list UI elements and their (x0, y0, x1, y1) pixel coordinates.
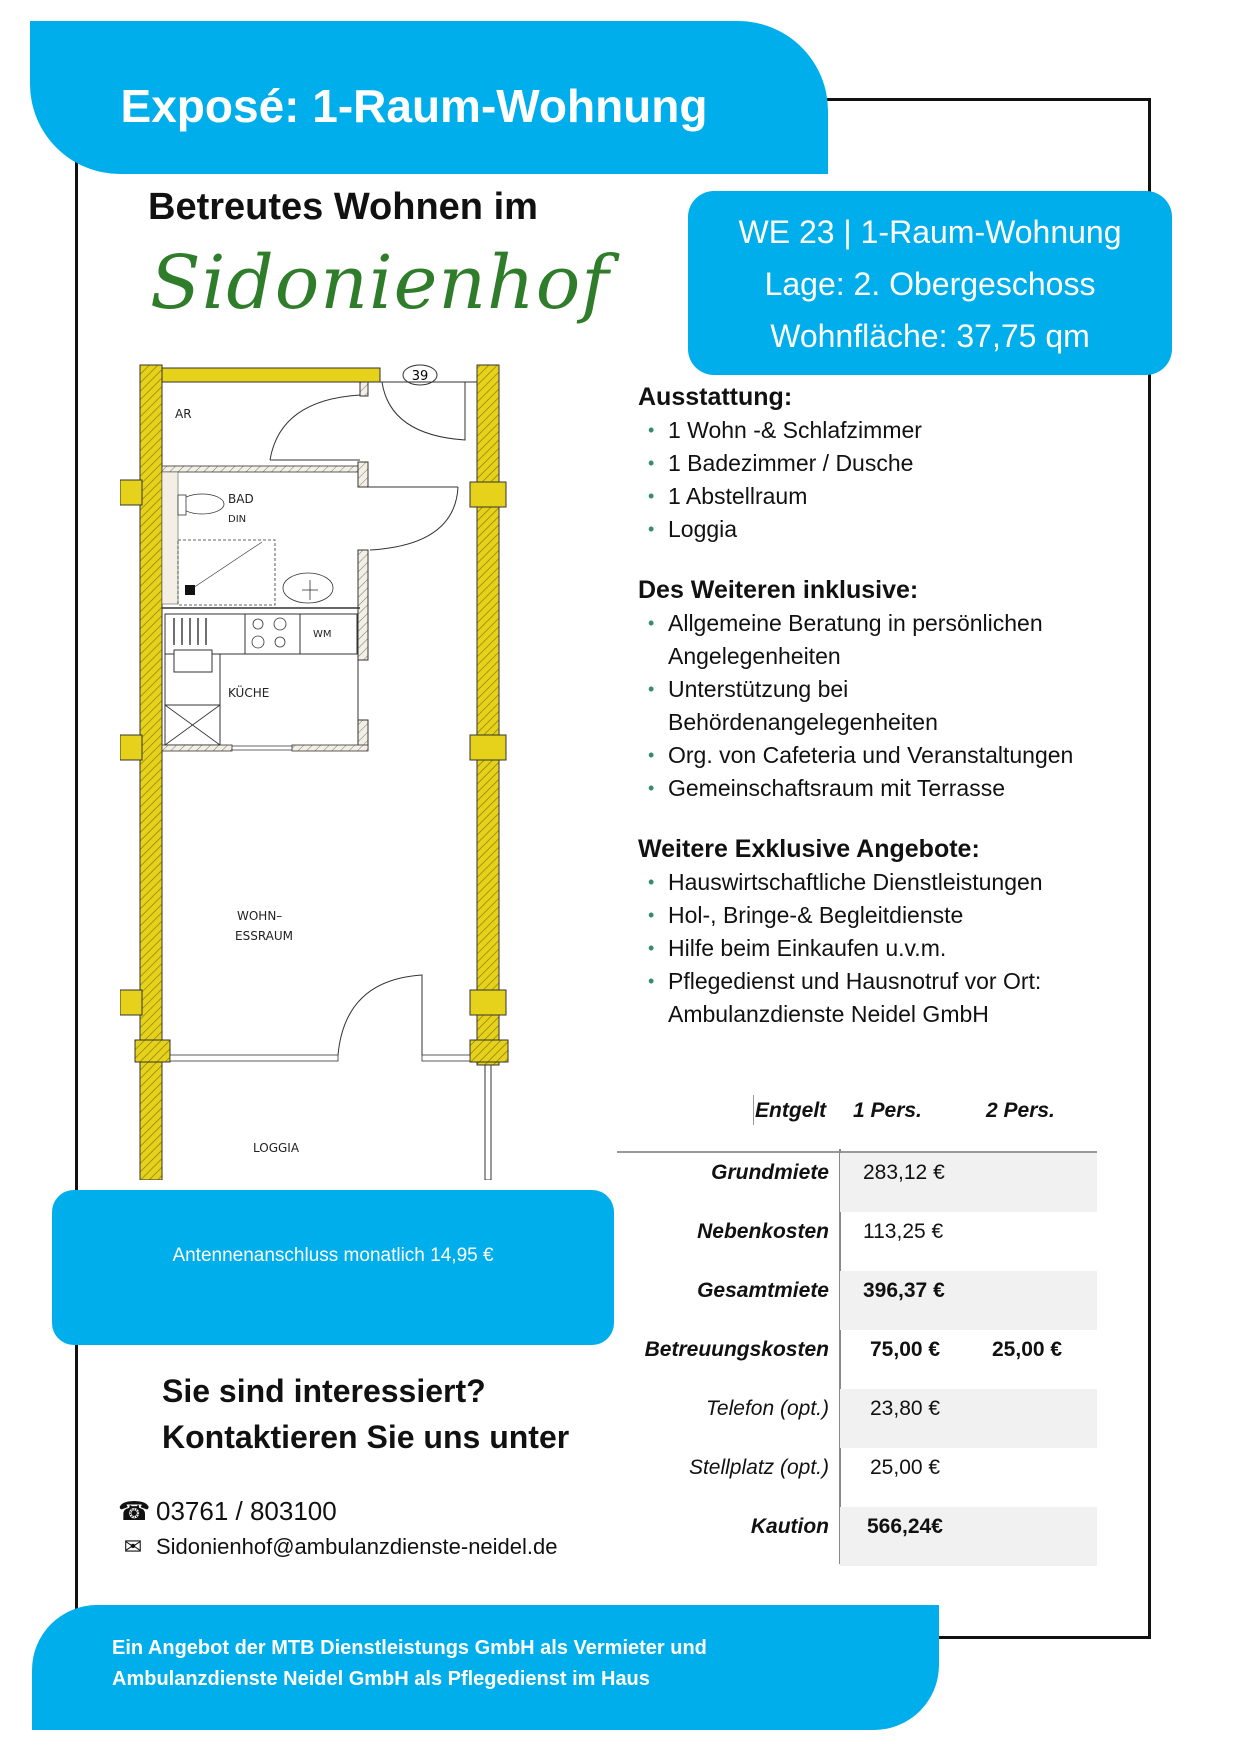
table-row (617, 1153, 1097, 1212)
value-2-persons: 25,00 € (992, 1338, 1063, 1361)
list-item: • Unterstützung bei Behördenangelegenheiten (638, 673, 1118, 739)
email-row (118, 1529, 558, 1565)
antenna-info-box (52, 1190, 614, 1345)
floor-plan (120, 360, 520, 1180)
apartment-info-box (688, 191, 1172, 375)
price-table-header (617, 1087, 1097, 1149)
row-label: Gesamtmiete (697, 1279, 829, 1302)
footer-line-2: Ambulanzdienste Neidel GmbH als Pflegedienst im Haus (112, 1668, 650, 1690)
list-item: • Gemeinschaftsraum mit Terrasse (638, 772, 1118, 805)
cta-line-2: Kontaktieren Sie uns unter (162, 1419, 570, 1455)
footer-line-1: Ein Angebot der MTB Dienstleistungs GmbH als Vermieter und (112, 1637, 707, 1659)
header-1-person: 1 Pers. (853, 1099, 922, 1122)
ausstattung-heading: Ausstattung: (638, 383, 793, 411)
header-banner (30, 21, 828, 174)
contact-call-to-action (162, 1368, 569, 1460)
list-item: • Org. von Cafeteria und Veranstaltungen (638, 739, 1118, 772)
row-label: Kaution (750, 1515, 829, 1538)
table-row (617, 1212, 1097, 1271)
value-1-person: 113,25 € (863, 1220, 944, 1243)
row-label: Grundmiete (711, 1161, 829, 1184)
row-label: Nebenkosten (697, 1220, 829, 1243)
floor-line: Lage: 2. Obergeschoss (764, 266, 1096, 302)
exklusiv-heading: Weitere Exklusive Angebote: (638, 835, 980, 863)
value-1-person: 25,00 € (870, 1456, 941, 1479)
envelope-icon: ✉ (123, 1534, 143, 1559)
list-item: • Hol-, Bringe-& Begleitdienste (638, 899, 1118, 932)
row-label: Telefon (opt.) (706, 1397, 829, 1420)
list-item: • 1 Abstellraum (638, 480, 1118, 513)
subtitle: Betreutes Wohnen im (148, 186, 538, 228)
phone-number[interactable]: 03761 / 803100 (156, 1495, 337, 1526)
room-label-ar: AR (175, 407, 192, 421)
table-row (617, 1507, 1097, 1566)
footer-banner (32, 1605, 939, 1730)
area-line: Wohnfläche: 37,75 qm (770, 318, 1090, 354)
antenna-text: Antennenanschluss monatlich 14,95 € (172, 1245, 494, 1266)
list-item: • 1 Wohn -& Schlafzimmer (638, 414, 1118, 447)
inklusive-list (638, 607, 1118, 805)
unit-line: WE 23 | 1-Raum-Wohnung (738, 214, 1122, 250)
footer-text (112, 1633, 707, 1695)
table-row (617, 1330, 1097, 1389)
room-label-din: DIN (228, 514, 247, 525)
room-label-essraum: ESSRAUM (235, 929, 294, 943)
table-row (617, 1448, 1097, 1507)
value-1-person: 283,12 € (863, 1161, 945, 1184)
list-item: • 1 Badezimmer / Dusche (638, 447, 1118, 480)
inklusive-heading: Des Weiteren inklusive: (638, 576, 919, 604)
page-title (30, 79, 828, 133)
room-label-kueche: KÜCHE (228, 686, 270, 700)
list-item: • Hauswirtschaftliche Dienstleistungen (638, 866, 1118, 899)
exklusiv-list (638, 866, 1118, 1031)
room-label-loggia: LOGGIA (253, 1141, 300, 1155)
list-item: • Loggia (638, 513, 1118, 546)
list-item: • Pflegedienst und Hausnotruf vor Ort: Ambulanzdienste Neidel GmbH (638, 965, 1118, 1031)
table-row (617, 1271, 1097, 1330)
email-address[interactable]: Sidonienhof@ambulanzdienste-neidel.de (156, 1534, 558, 1559)
room-label-wm: WM (313, 629, 332, 640)
header-entgelt: Entgelt (755, 1099, 827, 1122)
value-1-person: 23,80 € (870, 1397, 941, 1420)
phone-row (118, 1493, 558, 1529)
header-2-persons: 2 Pers. (986, 1099, 1055, 1122)
table-row (617, 1389, 1097, 1448)
value-1-person: 75,00 € (870, 1338, 941, 1361)
sidonienhof-logo: Sidonienhof (150, 240, 610, 326)
cta-line-1: Sie sind interessiert? (162, 1373, 486, 1409)
contact-details (118, 1493, 558, 1565)
right-wall (477, 365, 499, 1065)
row-label: Stellplatz (opt.) (688, 1456, 829, 1479)
room-label-wohn: WOHN– (237, 909, 283, 923)
value-1-person: 396,37 € (863, 1279, 945, 1302)
list-item: • Hilfe beim Einkaufen u.v.m. (638, 932, 1118, 965)
page-title-text: Exposé: 1-Raum-Wohnung (120, 80, 708, 132)
price-table (617, 1087, 1097, 1566)
telephone-icon: ☎ (118, 1495, 151, 1526)
ausstattung-list (638, 414, 1118, 546)
features-section (638, 383, 1118, 1061)
room-label-bad: BAD (228, 492, 254, 506)
value-1-person: 566,24€ (867, 1515, 943, 1538)
list-item: • Allgemeine Beratung in persönlichen Angelegenheiten (638, 607, 1118, 673)
row-label: Betreuungskosten (644, 1338, 829, 1361)
top-wall (162, 368, 380, 382)
unit-number-label: 39 (411, 369, 429, 384)
